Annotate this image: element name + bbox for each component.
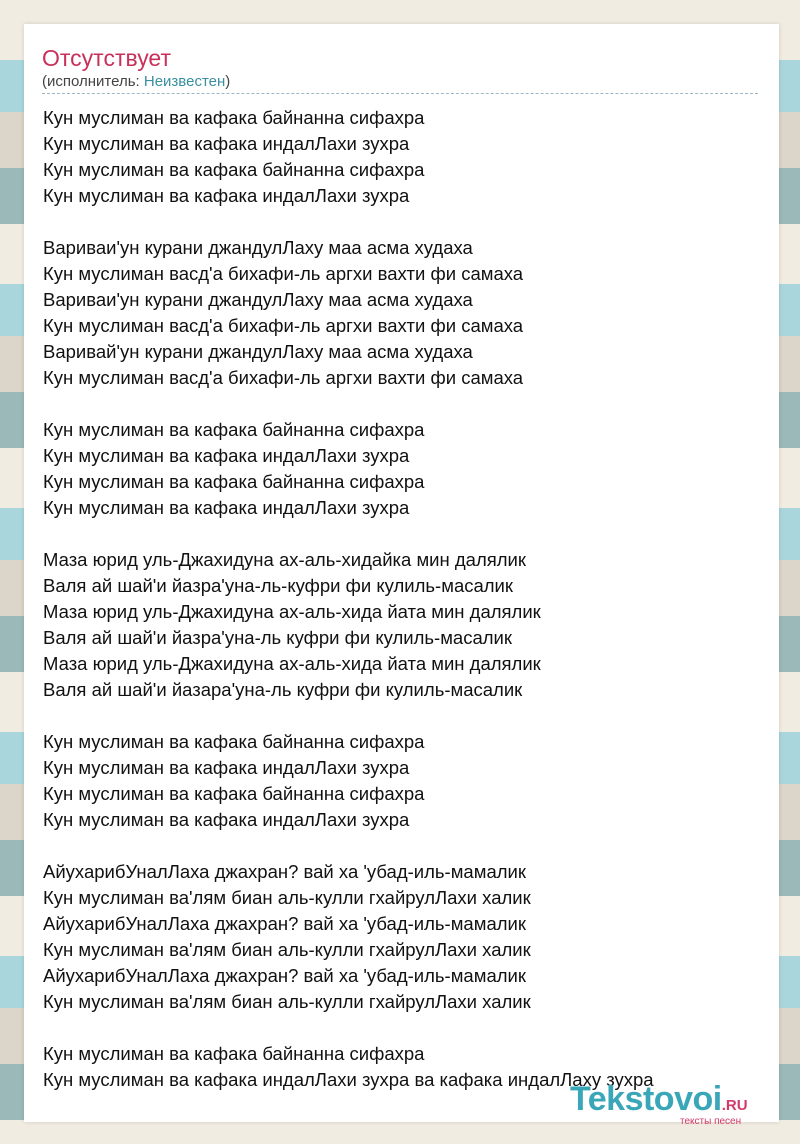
lyrics-body [43, 105, 763, 1093]
lyric-line: Маза юрид уль-Джахидуна ах-аль-хида йата мин далялик [43, 653, 541, 674]
lyric-line: Кун муслиман ва кафака байнанна сифахра [43, 419, 425, 440]
lyric-line: Кун муслиман ва кафака байнанна сифахра [43, 159, 425, 180]
lyric-line: Маза юрид уль-Джахидуна ах-аль-хида йата мин далялик [43, 601, 541, 622]
lyric-line: Валя ай шай'и йазра'уна-ль куфри фи кулиль-масалик [43, 627, 512, 648]
stanza-break [43, 703, 763, 729]
lyric-line: Кун муслиман ва'лям биан аль-кулли гхайрулЛахи халик [43, 939, 531, 960]
lyric-line: Кун муслиман ва кафака индалЛахи зухра [43, 445, 410, 466]
stanza-break [43, 391, 763, 417]
lyric-line: Кун муслиман ва кафака байнанна сифахра [43, 471, 425, 492]
artist-line [42, 73, 230, 91]
logo-tagline: тексты песен [680, 1116, 742, 1127]
song-title: Отсутствует [42, 45, 171, 71]
artist-suffix: ) [225, 73, 231, 90]
stanza-break [43, 521, 763, 547]
lyric-line: Варивай'ун курани джандулЛаху маа асма худаха [43, 341, 473, 362]
lyric-line: Валя ай шай'и йазара'уна-ль куфри фи кулиль-масалик [43, 679, 523, 700]
lyric-line: Кун муслиман ва кафака индалЛахи зухра [43, 809, 410, 830]
lyric-line: АйухарибУналЛаха джахран? вай ха 'убад-иль-мамалик [43, 913, 526, 934]
lyric-line: АйухарибУналЛаха джахран? вай ха 'убад-иль-мамалик [43, 861, 526, 882]
lyric-line: Кун муслиман ва кафака индалЛахи зухра [43, 497, 410, 518]
logo-domain: .RU [721, 1097, 748, 1114]
logo-wordmark: Tekstovoi [570, 1080, 722, 1118]
lyric-line: Кун муслиман ва кафака байнанна сифахра [43, 783, 425, 804]
lyric-line: Кун муслиман ва кафака индалЛахи зухра [43, 133, 410, 154]
artist-prefix: (исполнитель: [42, 73, 144, 90]
lyric-line: Кун муслиман ва'лям биан аль-кулли гхайрулЛахи халик [43, 887, 531, 908]
lyric-line: Кун муслиман ва кафака байнанна сифахра [43, 1043, 425, 1064]
lyric-line: Кун муслиман васд'а бихафи-ль аргхи вахти фи самаха [43, 367, 524, 388]
stanza-break [43, 209, 763, 235]
lyric-line: Валя ай шай'и йазра'уна-ль-куфри фи кулиль-масалик [43, 575, 513, 596]
lyric-line: Кун муслиман ва кафака индалЛахи зухра [43, 185, 410, 206]
title-divider [42, 93, 758, 94]
stanza-break [43, 833, 763, 859]
lyric-line: Кун муслиман васд'а бихафи-ль аргхи вахти фи самаха [43, 315, 524, 336]
lyric-line: Маза юрид уль-Джахидуна ах-аль-хидайка мин далялик [43, 549, 526, 570]
lyric-line: Кун муслиман ва'лям биан аль-кулли гхайрулЛахи халик [43, 991, 531, 1012]
artist-link[interactable]: Неизвестен [143, 73, 226, 90]
lyric-line: Кун муслиман ва кафака байнанна сифахра [43, 107, 425, 128]
lyric-line: Кун муслиман ва кафака индалЛахи зухра [43, 757, 410, 778]
lyric-line: Вариваи'ун курани джандулЛаху маа асма худаха [43, 289, 473, 310]
lyric-line: Кун муслиман ва кафака байнанна сифахра [43, 731, 425, 752]
stanza-break [43, 1015, 763, 1041]
lyric-line: АйухарибУналЛаха джахран? вай ха 'убад-иль-мамалик [43, 965, 526, 986]
lyric-line: Кун муслиман ва кафака индалЛахи зухра ва кафака индалЛаху зухра [43, 1069, 654, 1090]
site-logo[interactable] [570, 1080, 748, 1127]
lyric-line: Кун муслиман васд'а бихафи-ль аргхи вахти фи самаха [43, 263, 524, 284]
lyric-line: Вариваи'ун курани джандулЛаху маа асма худаха [43, 237, 473, 258]
